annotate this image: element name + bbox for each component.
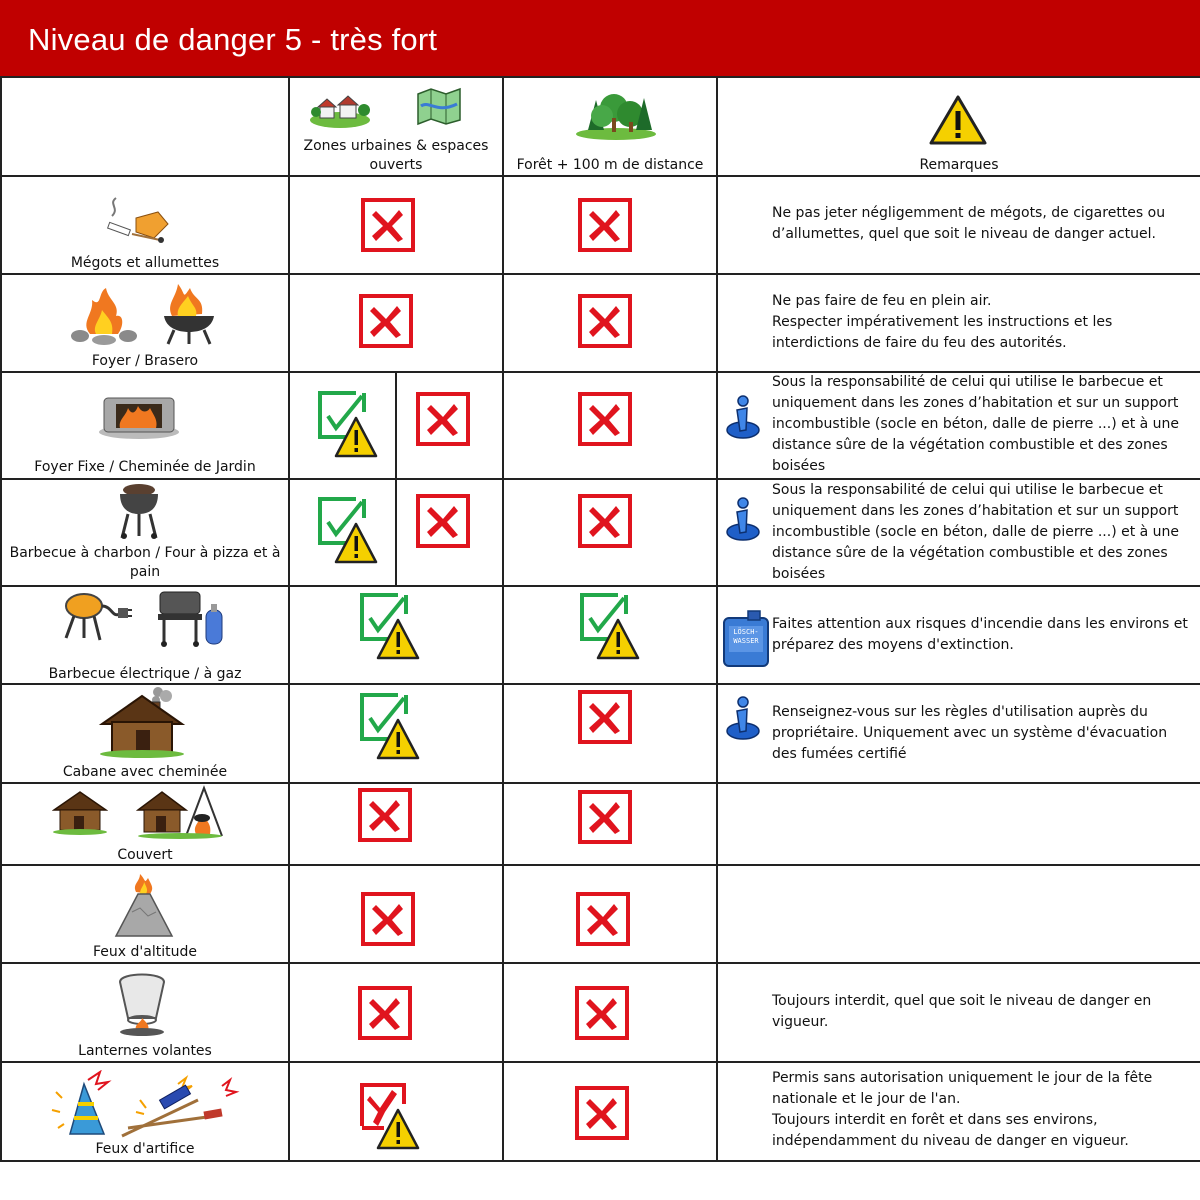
row-divider xyxy=(0,175,1200,177)
remark-text xyxy=(772,614,1192,656)
remark-text xyxy=(772,991,1192,1033)
warning-triangle-icon xyxy=(928,94,988,146)
party-hat-icon xyxy=(48,1070,112,1140)
row-label: Cabane avec cheminée xyxy=(62,764,228,780)
info-icon xyxy=(723,394,763,440)
remark-line: Toujours interdit, quel que soit le niveau de danger en vigueur. xyxy=(772,993,1152,1030)
charcoal-grill-icon xyxy=(114,482,164,540)
prohibited-icon xyxy=(575,1086,629,1140)
allowed-with-caution-icon xyxy=(316,496,378,566)
row-divider xyxy=(0,585,1200,587)
row-label: Feux d'artifice xyxy=(95,1141,195,1157)
header-forest-label: Forêt + 100 m de distance xyxy=(516,157,704,173)
column-divider xyxy=(288,76,290,1162)
prohibited-icon xyxy=(578,790,632,844)
cigarette-matches-icon xyxy=(102,194,172,246)
row-divider xyxy=(0,1061,1200,1063)
canister-label-line: WASSER xyxy=(733,637,759,645)
header-zones-label: Zones urbaines & espaces ouverts xyxy=(303,138,489,173)
remark-text xyxy=(772,1068,1192,1152)
prohibited-icon xyxy=(575,986,629,1040)
remark-text xyxy=(772,203,1192,245)
info-icon xyxy=(723,496,763,542)
prohibited-icon xyxy=(578,392,632,446)
row-divider xyxy=(0,962,1200,964)
gas-grill-icon xyxy=(156,588,226,648)
shelter-icon xyxy=(52,788,108,836)
rocket-firework-icon xyxy=(118,1070,242,1140)
conditional-allowed-icon xyxy=(358,1082,420,1152)
prohibited-icon xyxy=(578,198,632,252)
remark-line: Sous la responsabilité de celui qui utilise le barbecue et uniquement dans les zones d’habitation et sur un support incombustible (socle en béton, dalle de pierre ...) et à une distance sûre de la végétation combustible et des zones boisées xyxy=(772,482,1180,582)
remark-text xyxy=(772,291,1192,354)
prohibited-icon xyxy=(416,392,470,446)
prohibited-icon xyxy=(576,892,630,946)
row-divider xyxy=(0,273,1200,275)
brazier-icon xyxy=(160,280,218,346)
garden-fireplace-icon xyxy=(98,390,180,440)
remark-line: Ne pas faire de feu en plein air. xyxy=(772,293,992,309)
urban-village-icon xyxy=(308,90,372,130)
water-canister-icon xyxy=(722,610,770,668)
info-icon xyxy=(723,695,763,741)
row-label: Mégots et allumettes xyxy=(70,255,220,271)
canister-label xyxy=(729,628,763,646)
remark-text xyxy=(772,372,1192,477)
row-label: Couvert xyxy=(117,847,173,863)
column-divider xyxy=(502,76,504,1162)
remark-line: Ne pas jeter négligemment de mégots, de cigarettes ou d’allumettes, quel que soit le niveau de danger actuel. xyxy=(772,205,1166,242)
canister-label-line: LÖSCH- xyxy=(733,628,759,636)
fire-rules-table xyxy=(0,76,1200,1162)
remark-line: Toujours interdit en forêt et dans ses environs, indépendamment du niveau de danger en vigueur. xyxy=(772,1112,1129,1149)
table-border-bottom xyxy=(0,1160,1200,1162)
table-border-top xyxy=(0,76,1200,78)
row-label: Barbecue à charbon / Four à pizza et à pain xyxy=(9,545,281,580)
cabin-chimney-icon xyxy=(98,686,186,758)
header-remarks-label: Remarques xyxy=(919,157,999,173)
prohibited-icon xyxy=(361,198,415,252)
prohibited-icon xyxy=(361,892,415,946)
remark-line: Faites attention aux risques d'incendie dans les environs et préparez des moyens d'extinction. xyxy=(772,616,1188,653)
remark-text xyxy=(772,480,1192,585)
remark-text xyxy=(772,702,1192,765)
remark-line: Permis sans autorisation uniquement le jour de la fête nationale et le jour de l'an. xyxy=(772,1070,1153,1107)
prohibited-icon xyxy=(578,294,632,348)
column-divider xyxy=(0,76,2,1162)
allowed-with-caution-icon xyxy=(358,692,420,762)
electric-grill-icon xyxy=(62,588,132,646)
prohibited-icon xyxy=(416,494,470,548)
row-label: Foyer Fixe / Cheminée de Jardin xyxy=(34,459,256,475)
remark-line: Sous la responsabilité de celui qui utilise le barbecue et uniquement dans les zones d’habitation et sur un support incombustible (socle en béton, dalle de pierre ...) et à une distance sûre de la végétation combustible et des zones boisées xyxy=(772,374,1180,474)
prohibited-icon xyxy=(578,690,632,744)
prohibited-icon xyxy=(358,788,412,842)
prohibited-icon xyxy=(578,494,632,548)
shelter-campfire-icon xyxy=(136,784,226,840)
row-label: Lanternes volantes xyxy=(78,1043,212,1059)
row-label: Feux d'altitude xyxy=(93,944,197,960)
column-divider xyxy=(716,76,718,1162)
mountain-fire-icon xyxy=(114,872,174,938)
row-label: Foyer / Brasero xyxy=(91,353,199,369)
allowed-with-caution-icon xyxy=(578,592,640,662)
prohibited-icon xyxy=(359,294,413,348)
remark-line: Renseignez-vous sur les règles d'utilisation auprès du propriétaire. Uniquement avec un système d'évacuation des fumées certifié xyxy=(772,704,1168,762)
forest-icon xyxy=(574,86,658,140)
campfire-icon xyxy=(68,284,140,346)
map-icon xyxy=(415,86,463,126)
title-banner xyxy=(0,0,1200,76)
allowed-with-caution-icon xyxy=(358,592,420,662)
remark-line: Respecter impérativement les instructions et les interdictions de faire du feu des autorités. xyxy=(772,314,1113,351)
split-cell-divider xyxy=(395,373,397,587)
allowed-with-caution-icon xyxy=(316,390,378,460)
sky-lantern-icon xyxy=(112,972,172,1038)
prohibited-icon xyxy=(358,986,412,1040)
row-label: Barbecue électrique / à gaz xyxy=(48,666,242,682)
page-title: Niveau de danger 5 - très fort xyxy=(28,22,438,57)
